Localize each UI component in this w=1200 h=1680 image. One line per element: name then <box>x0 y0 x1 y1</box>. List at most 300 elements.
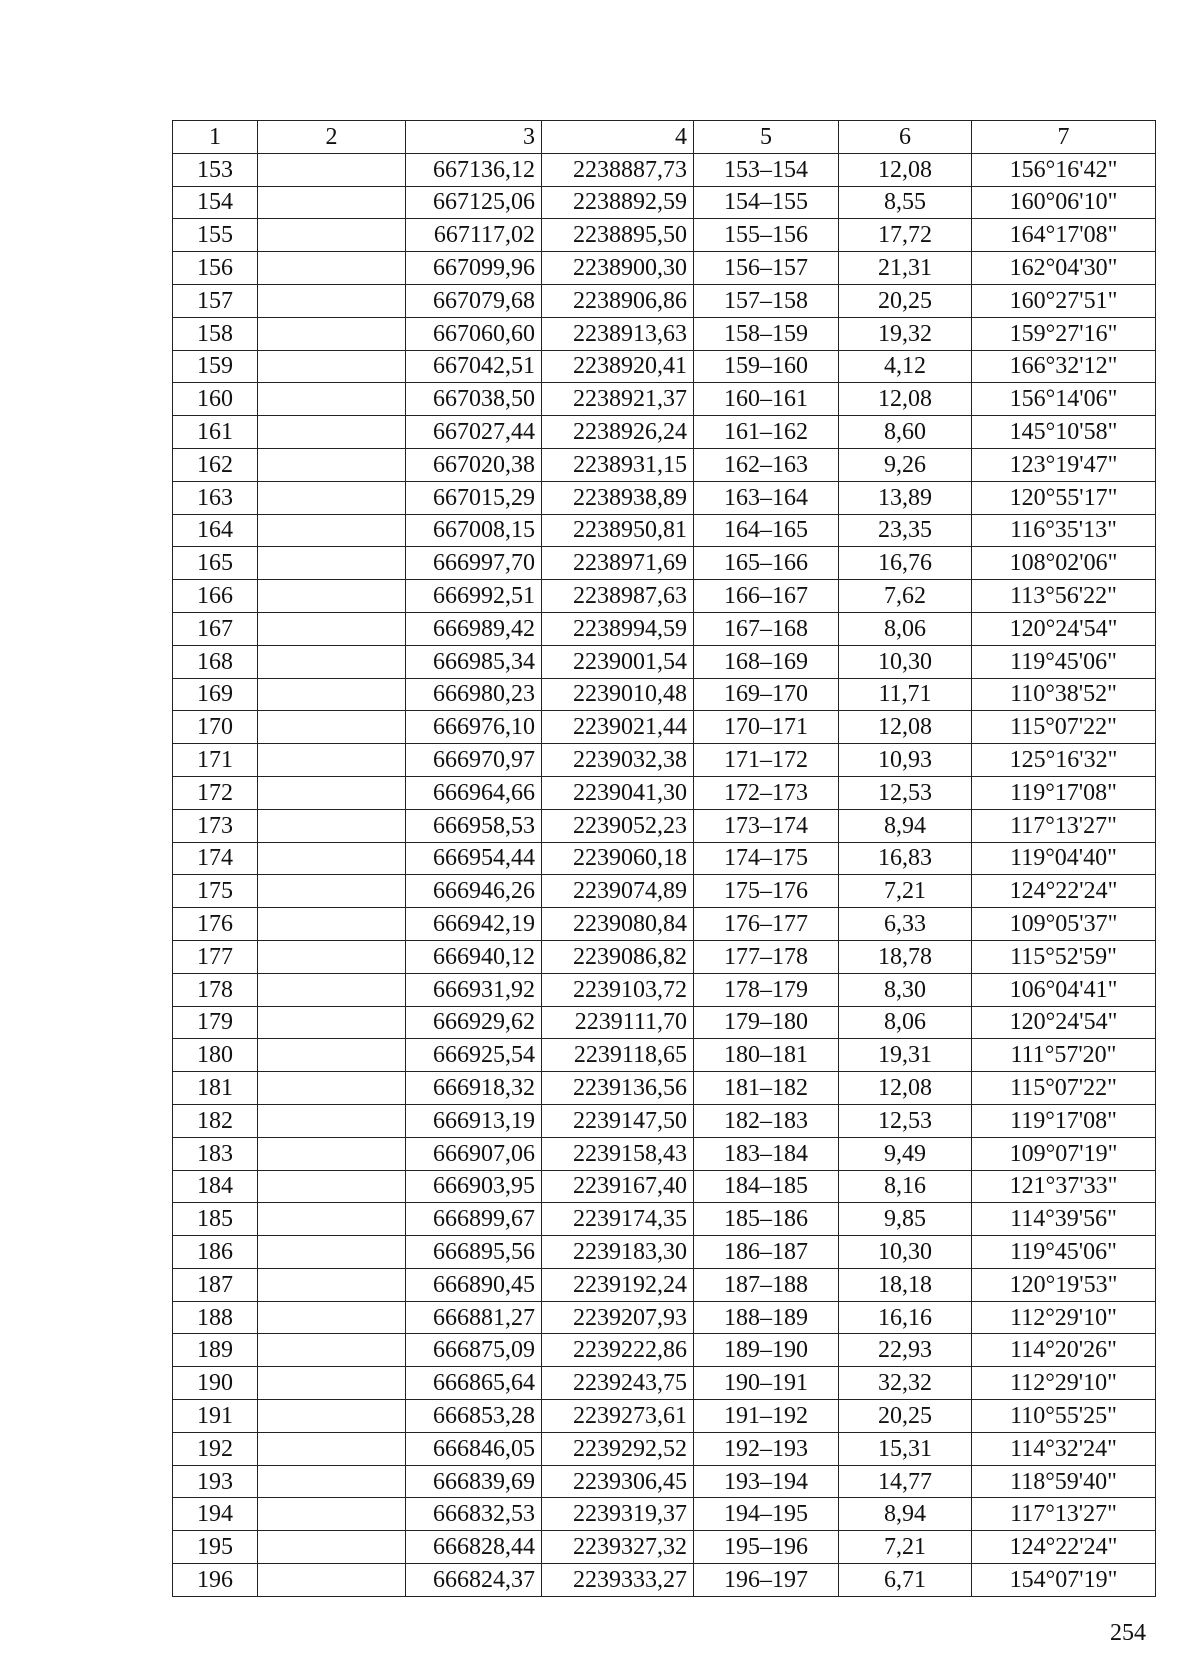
table-cell: 119°17'08" <box>972 1104 1156 1137</box>
table-cell <box>258 1137 406 1170</box>
table-cell: 2239052,23 <box>542 809 694 842</box>
table-cell <box>258 1072 406 1105</box>
table-cell: 666997,70 <box>406 547 542 580</box>
table-cell: 2239273,61 <box>542 1400 694 1433</box>
table-cell: 171–172 <box>694 744 839 777</box>
table-cell: 156–157 <box>694 252 839 285</box>
table-cell <box>258 350 406 383</box>
table-cell: 180–181 <box>694 1039 839 1072</box>
table-cell: 666946,26 <box>406 875 542 908</box>
table-cell: 32,32 <box>839 1367 972 1400</box>
table-cell <box>258 1367 406 1400</box>
table-cell: 158 <box>173 317 258 350</box>
table-cell: 2239207,93 <box>542 1301 694 1334</box>
table-cell: 190–191 <box>694 1367 839 1400</box>
table-cell: 118°59'40" <box>972 1465 1156 1498</box>
table-cell: 17,72 <box>839 219 972 252</box>
table-cell: 8,06 <box>839 612 972 645</box>
table-cell: 174–175 <box>694 842 839 875</box>
table-cell: 123°19'47" <box>972 448 1156 481</box>
table-cell: 7,21 <box>839 1531 972 1564</box>
table-cell: 667060,60 <box>406 317 542 350</box>
table-cell: 2239243,75 <box>542 1367 694 1400</box>
table-cell: 2239333,27 <box>542 1564 694 1597</box>
table-cell: 2239021,44 <box>542 711 694 744</box>
table-cell: 23,35 <box>839 514 972 547</box>
table-row <box>173 612 1156 645</box>
table-cell: 160 <box>173 383 258 416</box>
table-cell: 6,33 <box>839 908 972 941</box>
table-cell: 161–162 <box>694 416 839 449</box>
table-cell: 162 <box>173 448 258 481</box>
table-row <box>173 940 1156 973</box>
table-cell: 157 <box>173 284 258 317</box>
table-cell: 666839,69 <box>406 1465 542 1498</box>
table-cell: 176 <box>173 908 258 941</box>
table-cell <box>258 940 406 973</box>
table-cell: 16,83 <box>839 842 972 875</box>
table-cell: 7,21 <box>839 875 972 908</box>
table-cell: 185 <box>173 1203 258 1236</box>
table-cell: 666985,34 <box>406 645 542 678</box>
table-cell <box>258 711 406 744</box>
table-cell: 2238987,63 <box>542 580 694 613</box>
table-cell: 196–197 <box>694 1564 839 1597</box>
table-cell: 178 <box>173 973 258 1006</box>
table-cell <box>258 383 406 416</box>
table-cell: 178–179 <box>694 973 839 1006</box>
table-cell: 163–164 <box>694 481 839 514</box>
table-cell: 4,12 <box>839 350 972 383</box>
table-cell: 666875,09 <box>406 1334 542 1367</box>
table-cell: 2239074,89 <box>542 875 694 908</box>
table-cell: 183 <box>173 1137 258 1170</box>
table-cell: 667099,96 <box>406 252 542 285</box>
table-cell: 666918,32 <box>406 1072 542 1105</box>
table-cell: 162°04'30" <box>972 252 1156 285</box>
table-cell: 667079,68 <box>406 284 542 317</box>
table-cell: 22,93 <box>839 1334 972 1367</box>
table-row <box>173 317 1156 350</box>
table-cell: 109°07'19" <box>972 1137 1156 1170</box>
table-cell <box>258 645 406 678</box>
table-cell: 177–178 <box>694 940 839 973</box>
table-cell: 2238895,50 <box>542 219 694 252</box>
table-cell: 119°04'40" <box>972 842 1156 875</box>
table-cell: 196 <box>173 1564 258 1597</box>
table-cell: 117°13'27" <box>972 1498 1156 1531</box>
table-cell: 173 <box>173 809 258 842</box>
table-cell: 12,08 <box>839 153 972 186</box>
table-cell: 114°39'56" <box>972 1203 1156 1236</box>
table-cell: 157–158 <box>694 284 839 317</box>
header-cell: 3 <box>406 121 542 154</box>
table-cell <box>258 252 406 285</box>
table-cell: 160–161 <box>694 383 839 416</box>
table-cell: 172–173 <box>694 776 839 809</box>
table-cell <box>258 1400 406 1433</box>
table-cell: 175–176 <box>694 875 839 908</box>
table-row <box>173 1137 1156 1170</box>
table-cell <box>258 1006 406 1039</box>
table-cell: 120°55'17" <box>972 481 1156 514</box>
table-row <box>173 776 1156 809</box>
table-cell: 9,26 <box>839 448 972 481</box>
table-cell: 119°45'06" <box>972 645 1156 678</box>
table-cell: 191–192 <box>694 1400 839 1433</box>
table-cell: 21,31 <box>839 252 972 285</box>
table-cell: 167 <box>173 612 258 645</box>
table-row <box>173 711 1156 744</box>
table-cell: 159 <box>173 350 258 383</box>
table-cell: 106°04'41" <box>972 973 1156 1006</box>
table-cell: 8,06 <box>839 1006 972 1039</box>
table-row <box>173 1465 1156 1498</box>
table-row <box>173 186 1156 219</box>
table-cell: 166–167 <box>694 580 839 613</box>
table-row <box>173 1072 1156 1105</box>
table-cell <box>258 186 406 219</box>
table-cell: 156 <box>173 252 258 285</box>
table-cell: 666846,05 <box>406 1432 542 1465</box>
table-cell: 666989,42 <box>406 612 542 645</box>
table-cell: 666828,44 <box>406 1531 542 1564</box>
table-cell: 164°17'08" <box>972 219 1156 252</box>
table-cell: 15,31 <box>839 1432 972 1465</box>
table-cell: 2238931,15 <box>542 448 694 481</box>
table-cell: 158–159 <box>694 317 839 350</box>
table-cell <box>258 448 406 481</box>
table-cell: 190 <box>173 1367 258 1400</box>
table-cell: 169 <box>173 678 258 711</box>
table-cell: 666881,27 <box>406 1301 542 1334</box>
table-cell: 18,18 <box>839 1268 972 1301</box>
table-cell: 8,94 <box>839 809 972 842</box>
table-cell: 167–168 <box>694 612 839 645</box>
header-row <box>173 121 1156 154</box>
header-cell: 4 <box>542 121 694 154</box>
page-number: 254 <box>1110 1620 1146 1646</box>
table-cell: 170–171 <box>694 711 839 744</box>
table-cell: 117°13'27" <box>972 809 1156 842</box>
table-cell: 179 <box>173 1006 258 1039</box>
table-cell: 159–160 <box>694 350 839 383</box>
table-row <box>173 284 1156 317</box>
table-cell <box>258 481 406 514</box>
table-cell: 9,49 <box>839 1137 972 1170</box>
table-cell: 667125,06 <box>406 186 542 219</box>
table-cell: 2239001,54 <box>542 645 694 678</box>
table-cell: 112°29'10" <box>972 1301 1156 1334</box>
table-row <box>173 1039 1156 1072</box>
table-row <box>173 252 1156 285</box>
table-cell: 119°45'06" <box>972 1236 1156 1269</box>
table-cell <box>258 153 406 186</box>
table-cell <box>258 1203 406 1236</box>
table-cell <box>258 1236 406 1269</box>
table-cell: 110°55'25" <box>972 1400 1156 1433</box>
table-row <box>173 448 1156 481</box>
table-cell: 2238892,59 <box>542 186 694 219</box>
table-cell: 666899,67 <box>406 1203 542 1236</box>
table-row <box>173 547 1156 580</box>
table-row <box>173 1236 1156 1269</box>
table-cell: 2238906,86 <box>542 284 694 317</box>
table-cell: 120°24'54" <box>972 1006 1156 1039</box>
table-cell: 2238921,37 <box>542 383 694 416</box>
table-cell: 169–170 <box>694 678 839 711</box>
table-cell: 185–186 <box>694 1203 839 1236</box>
table-cell: 2238920,41 <box>542 350 694 383</box>
table-cell: 114°20'26" <box>972 1334 1156 1367</box>
table-cell: 176–177 <box>694 908 839 941</box>
table-row <box>173 1203 1156 1236</box>
table-row <box>173 580 1156 613</box>
table-cell: 192 <box>173 1432 258 1465</box>
table-cell: 666964,66 <box>406 776 542 809</box>
table-row <box>173 1006 1156 1039</box>
table-row <box>173 1301 1156 1334</box>
table-cell: 154°07'19" <box>972 1564 1156 1597</box>
table-cell: 120°19'53" <box>972 1268 1156 1301</box>
table-row <box>173 645 1156 678</box>
table-cell <box>258 1334 406 1367</box>
table-cell: 666980,23 <box>406 678 542 711</box>
table-cell: 2239060,18 <box>542 842 694 875</box>
table-row <box>173 1432 1156 1465</box>
table-row <box>173 1531 1156 1564</box>
table-cell: 2239306,45 <box>542 1465 694 1498</box>
table-cell: 2238994,59 <box>542 612 694 645</box>
table-row <box>173 973 1156 1006</box>
table-cell: 170 <box>173 711 258 744</box>
table-cell: 115°07'22" <box>972 711 1156 744</box>
table-row <box>173 875 1156 908</box>
table-cell <box>258 842 406 875</box>
table-row <box>173 1268 1156 1301</box>
table-cell: 108°02'06" <box>972 547 1156 580</box>
table-cell: 12,08 <box>839 383 972 416</box>
table-cell <box>258 1268 406 1301</box>
table-cell: 193–194 <box>694 1465 839 1498</box>
table-cell: 193 <box>173 1465 258 1498</box>
table-cell: 162–163 <box>694 448 839 481</box>
table-cell: 164 <box>173 514 258 547</box>
table-cell: 2239327,32 <box>542 1531 694 1564</box>
table-cell: 11,71 <box>839 678 972 711</box>
table-cell: 188 <box>173 1301 258 1334</box>
table-cell: 195–196 <box>694 1531 839 1564</box>
table-cell: 179–180 <box>694 1006 839 1039</box>
table-cell: 115°52'59" <box>972 940 1156 973</box>
table-cell: 189 <box>173 1334 258 1367</box>
table-cell: 181 <box>173 1072 258 1105</box>
table-cell: 187–188 <box>694 1268 839 1301</box>
table-cell: 666895,56 <box>406 1236 542 1269</box>
table-cell <box>258 1498 406 1531</box>
table-cell: 666976,10 <box>406 711 542 744</box>
table-cell: 184–185 <box>694 1170 839 1203</box>
table-cell: 2239118,65 <box>542 1039 694 1072</box>
table-cell: 156°16'42" <box>972 153 1156 186</box>
table-cell: 666853,28 <box>406 1400 542 1433</box>
table-cell <box>258 317 406 350</box>
table-cell: 10,93 <box>839 744 972 777</box>
table-cell: 666907,06 <box>406 1137 542 1170</box>
table-cell: 2239158,43 <box>542 1137 694 1170</box>
table-cell: 9,85 <box>839 1203 972 1236</box>
table-cell: 195 <box>173 1531 258 1564</box>
table-cell <box>258 776 406 809</box>
table-cell <box>258 1432 406 1465</box>
table-cell: 12,53 <box>839 776 972 809</box>
table-cell: 2238900,30 <box>542 252 694 285</box>
table-cell: 113°56'22" <box>972 580 1156 613</box>
table-cell: 667027,44 <box>406 416 542 449</box>
table-cell: 2239111,70 <box>542 1006 694 1039</box>
table-cell <box>258 1104 406 1137</box>
table-cell: 187 <box>173 1268 258 1301</box>
table-cell: 10,30 <box>839 645 972 678</box>
table-row <box>173 219 1156 252</box>
table-cell: 184 <box>173 1170 258 1203</box>
table-cell: 186–187 <box>694 1236 839 1269</box>
table-cell: 2239041,30 <box>542 776 694 809</box>
table-cell <box>258 612 406 645</box>
table-cell: 114°32'24" <box>972 1432 1156 1465</box>
table-cell: 666942,19 <box>406 908 542 941</box>
table-cell: 2238938,89 <box>542 481 694 514</box>
table-row <box>173 1170 1156 1203</box>
table-cell: 666954,44 <box>406 842 542 875</box>
table-row <box>173 383 1156 416</box>
table-cell <box>258 580 406 613</box>
table-cell: 153–154 <box>694 153 839 186</box>
table-cell: 119°17'08" <box>972 776 1156 809</box>
table-cell: 116°35'13" <box>972 514 1156 547</box>
table-cell: 121°37'33" <box>972 1170 1156 1203</box>
table-row <box>173 809 1156 842</box>
table-cell <box>258 1170 406 1203</box>
table-row <box>173 1564 1156 1597</box>
header-cell: 1 <box>173 121 258 154</box>
table-cell: 183–184 <box>694 1137 839 1170</box>
table-row <box>173 153 1156 186</box>
table-cell <box>258 908 406 941</box>
table-row <box>173 744 1156 777</box>
table-cell: 120°24'54" <box>972 612 1156 645</box>
table-cell: 16,16 <box>839 1301 972 1334</box>
table-cell: 2239147,50 <box>542 1104 694 1137</box>
table-cell: 2238950,81 <box>542 514 694 547</box>
table-cell: 8,60 <box>839 416 972 449</box>
table-cell: 189–190 <box>694 1334 839 1367</box>
table-cell: 165–166 <box>694 547 839 580</box>
table-row <box>173 416 1156 449</box>
table-cell: 13,89 <box>839 481 972 514</box>
table-cell: 163 <box>173 481 258 514</box>
table-cell: 8,94 <box>839 1498 972 1531</box>
table-cell: 164–165 <box>694 514 839 547</box>
table-cell: 667020,38 <box>406 448 542 481</box>
table-cell: 667015,29 <box>406 481 542 514</box>
table-cell: 666958,53 <box>406 809 542 842</box>
table-cell: 180 <box>173 1039 258 1072</box>
table-cell <box>258 744 406 777</box>
table-cell <box>258 514 406 547</box>
table-cell <box>258 875 406 908</box>
table-cell: 2238971,69 <box>542 547 694 580</box>
table-cell: 667136,12 <box>406 153 542 186</box>
table-cell: 2239032,38 <box>542 744 694 777</box>
table-cell: 19,32 <box>839 317 972 350</box>
table-cell: 160°06'10" <box>972 186 1156 219</box>
table-cell: 2238887,73 <box>542 153 694 186</box>
table-cell: 168 <box>173 645 258 678</box>
table-cell: 8,16 <box>839 1170 972 1203</box>
table-row <box>173 350 1156 383</box>
table-cell: 14,77 <box>839 1465 972 1498</box>
table-cell <box>258 547 406 580</box>
table-row <box>173 1400 1156 1433</box>
table-cell: 177 <box>173 940 258 973</box>
table-cell: 666832,53 <box>406 1498 542 1531</box>
table-row <box>173 481 1156 514</box>
table-cell <box>258 416 406 449</box>
table-row <box>173 908 1156 941</box>
table-cell: 175 <box>173 875 258 908</box>
table-cell: 7,62 <box>839 580 972 613</box>
table-cell: 192–193 <box>694 1432 839 1465</box>
table-cell: 112°29'10" <box>972 1367 1156 1400</box>
table-cell <box>258 1531 406 1564</box>
table-cell: 12,08 <box>839 1072 972 1105</box>
table-cell: 155 <box>173 219 258 252</box>
table-cell: 12,08 <box>839 711 972 744</box>
table-cell: 8,30 <box>839 973 972 1006</box>
table-cell <box>258 1564 406 1597</box>
table-row <box>173 678 1156 711</box>
table-cell: 666992,51 <box>406 580 542 613</box>
table-cell: 125°16'32" <box>972 744 1156 777</box>
table-cell: 10,30 <box>839 1236 972 1269</box>
table-cell <box>258 809 406 842</box>
table-cell: 161 <box>173 416 258 449</box>
table-cell: 2239192,24 <box>542 1268 694 1301</box>
table-row <box>173 1367 1156 1400</box>
table-cell: 2239174,35 <box>542 1203 694 1236</box>
table-cell: 19,31 <box>839 1039 972 1072</box>
header-cell: 2 <box>258 121 406 154</box>
table-cell: 666929,62 <box>406 1006 542 1039</box>
table-cell: 666925,54 <box>406 1039 542 1072</box>
table-cell: 109°05'37" <box>972 908 1156 941</box>
table-row <box>173 1498 1156 1531</box>
table-cell: 174 <box>173 842 258 875</box>
table-cell: 8,55 <box>839 186 972 219</box>
table-cell: 182–183 <box>694 1104 839 1137</box>
header-cell: 6 <box>839 121 972 154</box>
table-cell: 666913,19 <box>406 1104 542 1137</box>
table-cell: 666970,97 <box>406 744 542 777</box>
table-cell: 666865,64 <box>406 1367 542 1400</box>
table-cell: 2239103,72 <box>542 973 694 1006</box>
table-cell: 2238913,63 <box>542 317 694 350</box>
table-cell: 160°27'51" <box>972 284 1156 317</box>
table-cell: 2239183,30 <box>542 1236 694 1269</box>
table-cell: 110°38'52" <box>972 678 1156 711</box>
table-cell: 2239010,48 <box>542 678 694 711</box>
